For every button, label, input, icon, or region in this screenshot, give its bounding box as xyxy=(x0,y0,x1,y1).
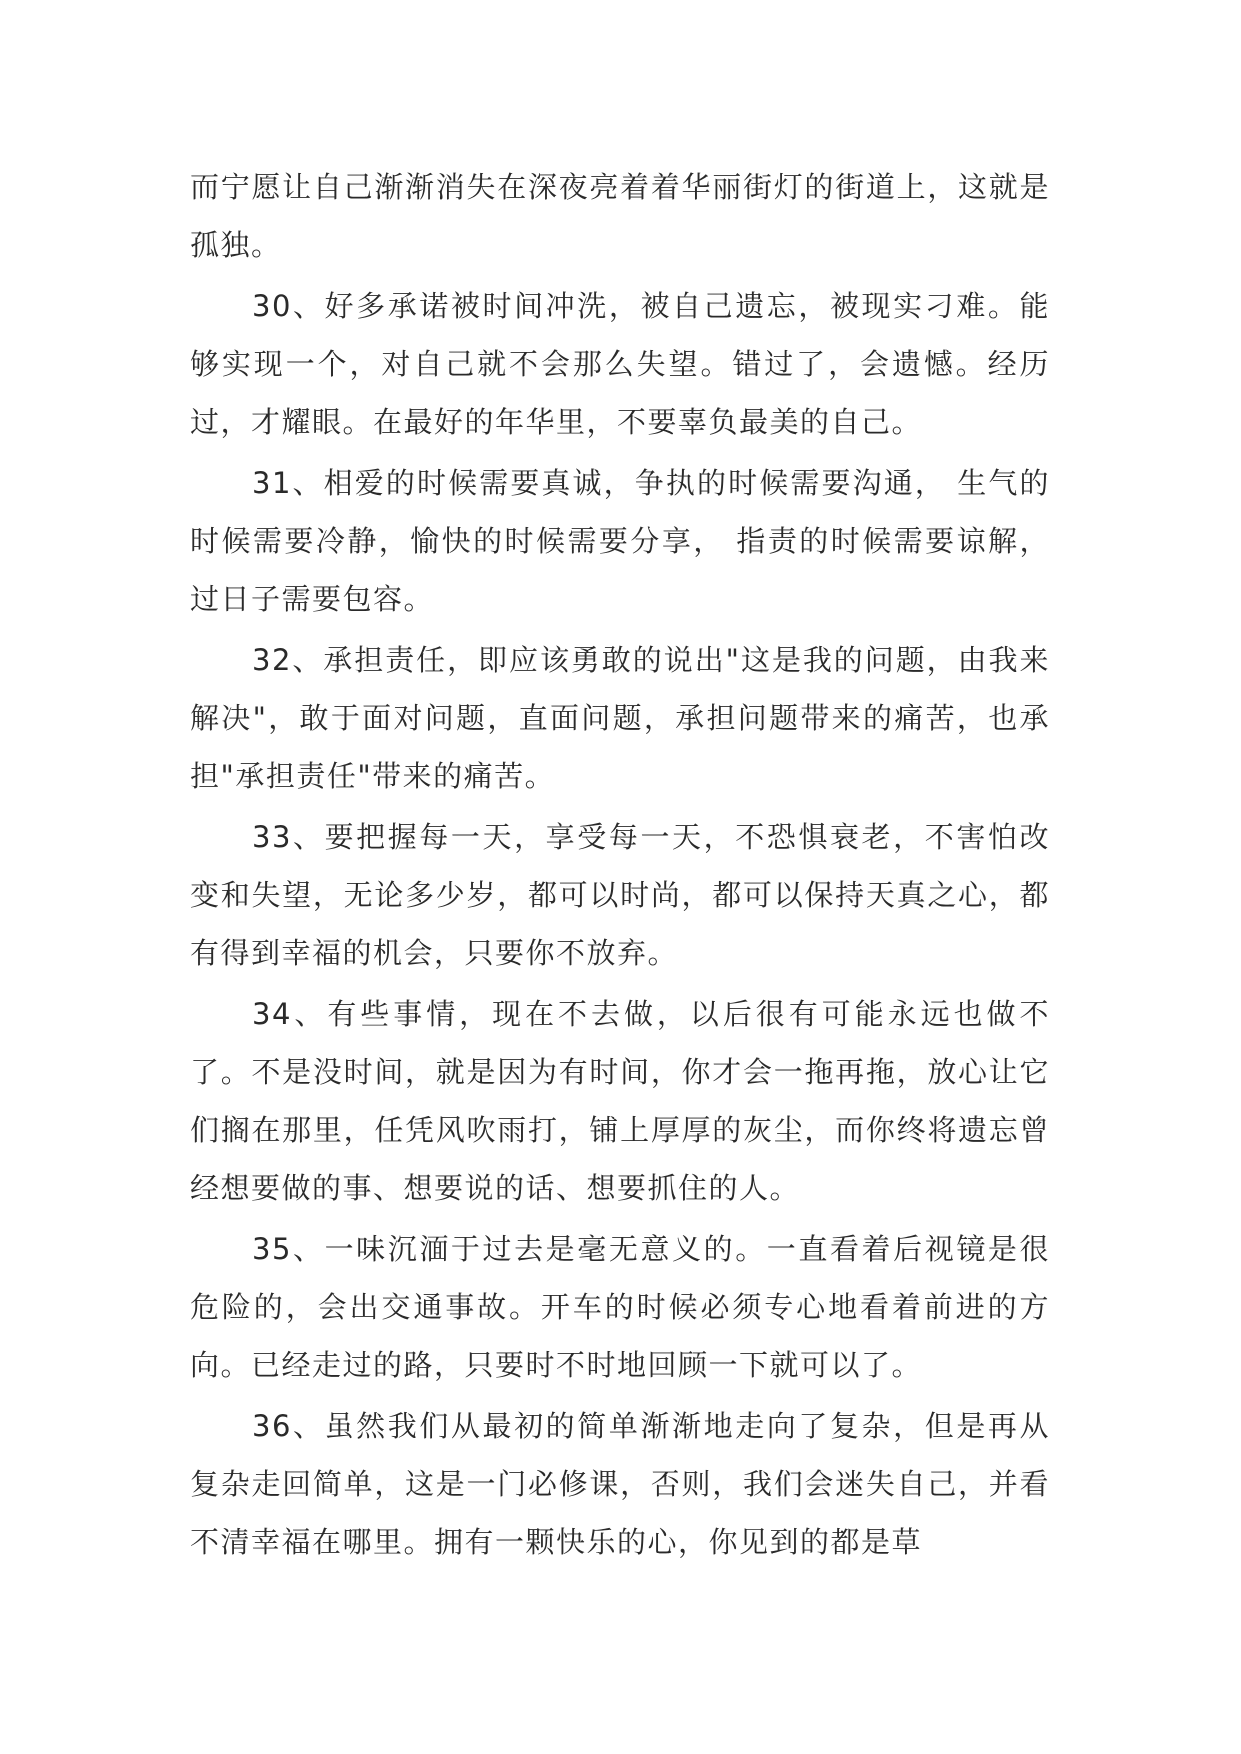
paragraph-32: 32、承担责任，即应该勇敢的说出"这是我的问题，由我来解决"，敢于面对问题，直面问题，承担问题带来的痛苦，也承担"承担责任"带来的痛苦。 xyxy=(190,643,1050,793)
paragraph-34: 34、有些事情，现在不去做，以后很有可能永远也做不了。不是没时间，就是因为有时间，你才会一拖再拖，放心让它们搁在那里，任凭风吹雨打，铺上厚厚的灰尘，而你终将遗忘曾经想要做的事、想要说的话、想要抓住的人。 xyxy=(190,997,1050,1205)
paragraph-33: 33、要把握每一天，享受每一天，不恐惧衰老，不害怕改变和失望，无论多少岁，都可以时尚，都可以保持天真之心，都有得到幸福的机会，只要你不放弃。 xyxy=(190,820,1050,970)
paragraph-36: 36、虽然我们从最初的简单渐渐地走向了复杂，但是再从复杂走回简单，这是一门必修课，否则，我们会迷失自己，并看不清幸福在哪里。拥有一颗快乐的心，你见到的都是草 xyxy=(190,1409,1050,1559)
document-body xyxy=(190,158,1050,1574)
paragraph-continuation: 而宁愿让自己渐渐消失在深夜亮着着华丽街灯的街道上，这就是孤独。 xyxy=(190,170,1050,262)
paragraph-30: 30、好多承诺被时间冲洗，被自己遗忘，被现实刁难。能够实现一个，对自己就不会那么失望。错过了，会遗憾。经历过，才耀眼。在最好的年华里，不要辜负最美的自己。 xyxy=(190,289,1050,439)
paragraph-31: 31、相爱的时候需要真诚，争执的时候需要沟通， 生气的时候需要冷静，愉快的时候需要分享， 指责的时候需要谅解，过日子需要包容。 xyxy=(190,466,1050,616)
paragraph-35: 35、一味沉湎于过去是毫无意义的。一直看着后视镜是很危险的，会出交通事故。开车的时候必须专心地看着前进的方向。已经走过的路，只要时不时地回顾一下就可以了。 xyxy=(190,1232,1050,1382)
